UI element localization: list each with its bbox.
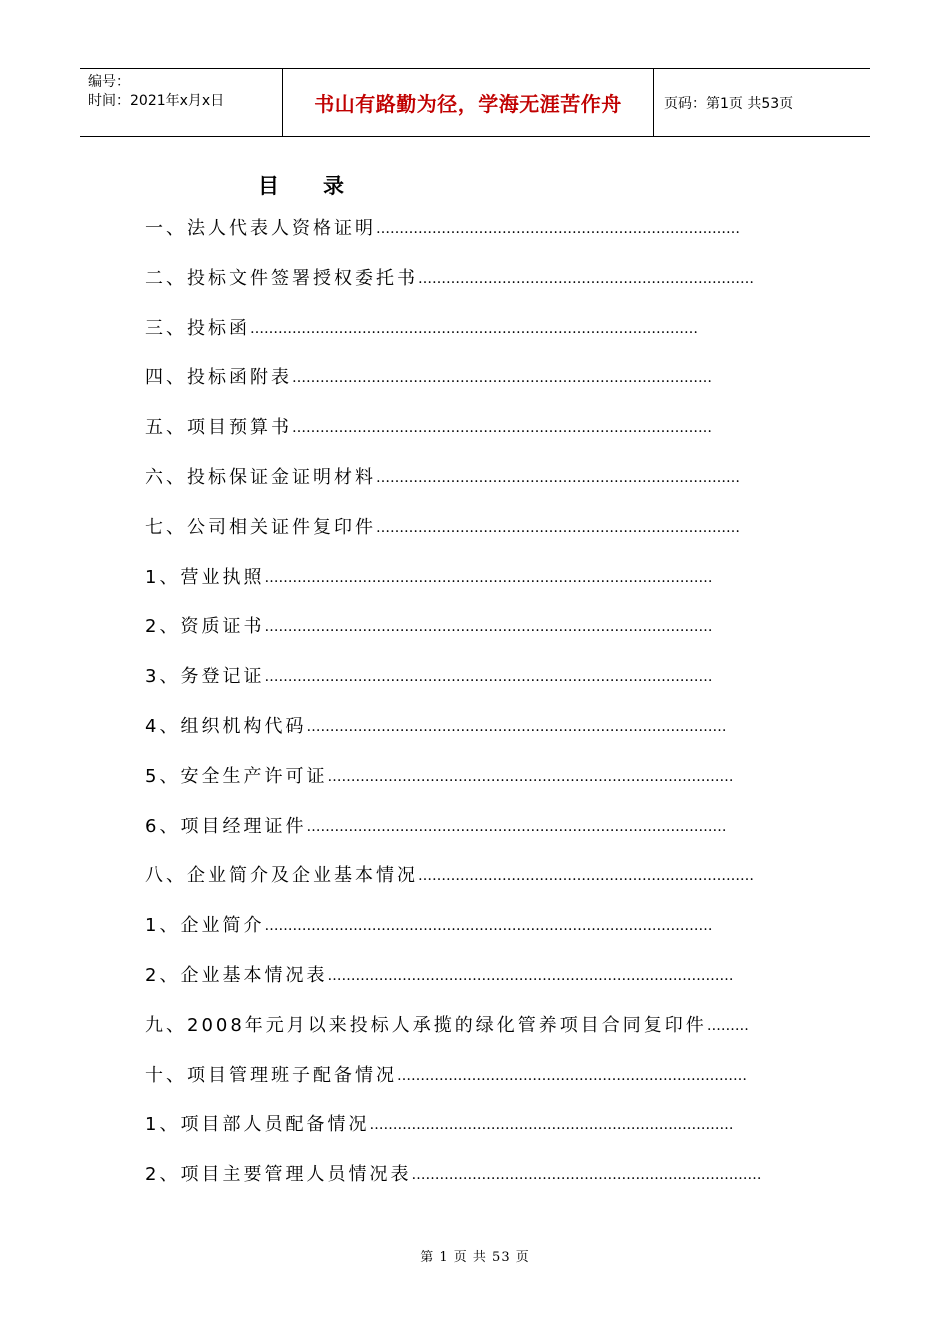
- toc-item-leader-dots: ……………………………………………………………………: [376, 470, 740, 486]
- toc-title: 目录: [258, 174, 388, 198]
- toc-item-label: 2、项目主要管理人员情况表: [145, 1164, 412, 1186]
- toc-item-label: 2、资质证书: [145, 616, 265, 638]
- toc-item-leader-dots: ………………………………………………………………………………: [292, 370, 712, 387]
- toc-item-leader-dots: ………………………………………………………………………………: [306, 818, 727, 835]
- toc-item: [145, 612, 712, 642]
- toc-item: [145, 911, 712, 941]
- toc-item-leader-dots: ……………………………………………………………………………………: [264, 669, 713, 686]
- toc-item-label: 九、2008年元月以来投标人承揽的绿化管养项目合同复印件: [145, 1014, 707, 1036]
- toc-item: [145, 1110, 733, 1140]
- toc-item-leader-dots: …………………………………………………………………: [397, 1067, 747, 1084]
- toc-item-leader-dots: ………………………………………………………………………………: [306, 719, 727, 735]
- page-footer: 第 1 页 共 53 页: [420, 1250, 530, 1265]
- toc-item: [145, 214, 740, 244]
- toc-item-label: 1、项目部人员配备情况: [145, 1114, 370, 1136]
- page-header: [80, 68, 870, 137]
- toc-item-leader-dots: ……………………………………………………………………: [376, 221, 740, 237]
- toc-item-label: 五、项目预算书: [145, 417, 292, 439]
- toc-item: [145, 1061, 747, 1091]
- toc-item-leader-dots: ……………………………………………………………………………………: [264, 619, 713, 636]
- toc-item-label: 二、投标文件签署授权委托书: [145, 267, 418, 289]
- toc-item: [145, 1160, 761, 1190]
- toc-item-leader-dots: …………………………………………………………………: [411, 1167, 762, 1184]
- toc-item: [145, 1011, 749, 1041]
- toc-item-label: 八、企业简介及企业基本情况: [145, 865, 418, 887]
- toc-item: [145, 363, 712, 393]
- toc-item: [145, 563, 712, 593]
- toc-item-label: 2、企业基本情况表: [145, 965, 328, 986]
- header-page-cell: [654, 69, 870, 136]
- toc-item-label: 3、务登记证: [145, 666, 265, 688]
- toc-item-label: 六、投标保证金证明材料: [145, 467, 376, 488]
- toc-item: [145, 961, 733, 991]
- toc-item: [145, 861, 754, 891]
- toc-item-label: 三、投标函: [145, 317, 250, 339]
- toc-item-label: 1、企业简介: [145, 915, 265, 937]
- toc-item-leader-dots: ……………………………………………………………………………………: [264, 918, 713, 935]
- toc-item-label: 七、公司相关证件复印件: [145, 516, 376, 538]
- toc-item: [145, 513, 740, 543]
- toc-item-label: 6、项目经理证件: [145, 815, 307, 837]
- toc-item-leader-dots: ……………………………………………………………………………: [327, 968, 734, 984]
- toc-item-leader-dots: ……………………………………………………………………………………: [264, 569, 713, 586]
- toc-item-label: 四、投标函附表: [145, 367, 292, 389]
- toc-item-leader-dots: ……………………………………………………………………: [376, 519, 740, 536]
- toc-item: [145, 264, 754, 294]
- toc-item: [145, 712, 726, 742]
- slogan: 书山有路勤为径，学海无涯苦作舟: [314, 92, 622, 116]
- toc-item-leader-dots: ………: [706, 1017, 749, 1034]
- toc-item-label: 一、法人代表人资格证明: [145, 218, 376, 239]
- toc-item-leader-dots: ………………………………………………………………………………: [292, 420, 712, 437]
- toc-item-leader-dots: ……………………………………………………………………: [369, 1117, 734, 1134]
- toc-item: [145, 463, 740, 493]
- toc-item-label: 十、项目管理班子配备情况: [145, 1064, 397, 1086]
- toc-item-leader-dots: ………………………………………………………………: [418, 868, 754, 885]
- header-slogan-cell: [282, 69, 654, 136]
- toc-item: [145, 314, 698, 344]
- toc-item-leader-dots: ……………………………………………………………………………: [327, 768, 734, 785]
- number-label: 编号：: [88, 74, 130, 90]
- header-meta: [80, 69, 282, 136]
- toc-item-label: 5、安全生产许可证: [145, 765, 328, 787]
- toc-item: [145, 662, 712, 692]
- toc-item: [145, 413, 712, 443]
- page-number-text: 页码：第1页 共53页: [664, 95, 794, 112]
- toc-item: [145, 762, 733, 792]
- toc-item-label: 4、组织机构代码: [145, 716, 307, 737]
- toc-item-label: 1、营业执照: [145, 566, 265, 588]
- time-text: 时间：2021年x月x日: [88, 93, 225, 109]
- toc-item-leader-dots: ……………………………………………………………………………………: [250, 320, 698, 337]
- toc-item: [145, 812, 726, 842]
- toc-item-leader-dots: ………………………………………………………………: [418, 270, 754, 287]
